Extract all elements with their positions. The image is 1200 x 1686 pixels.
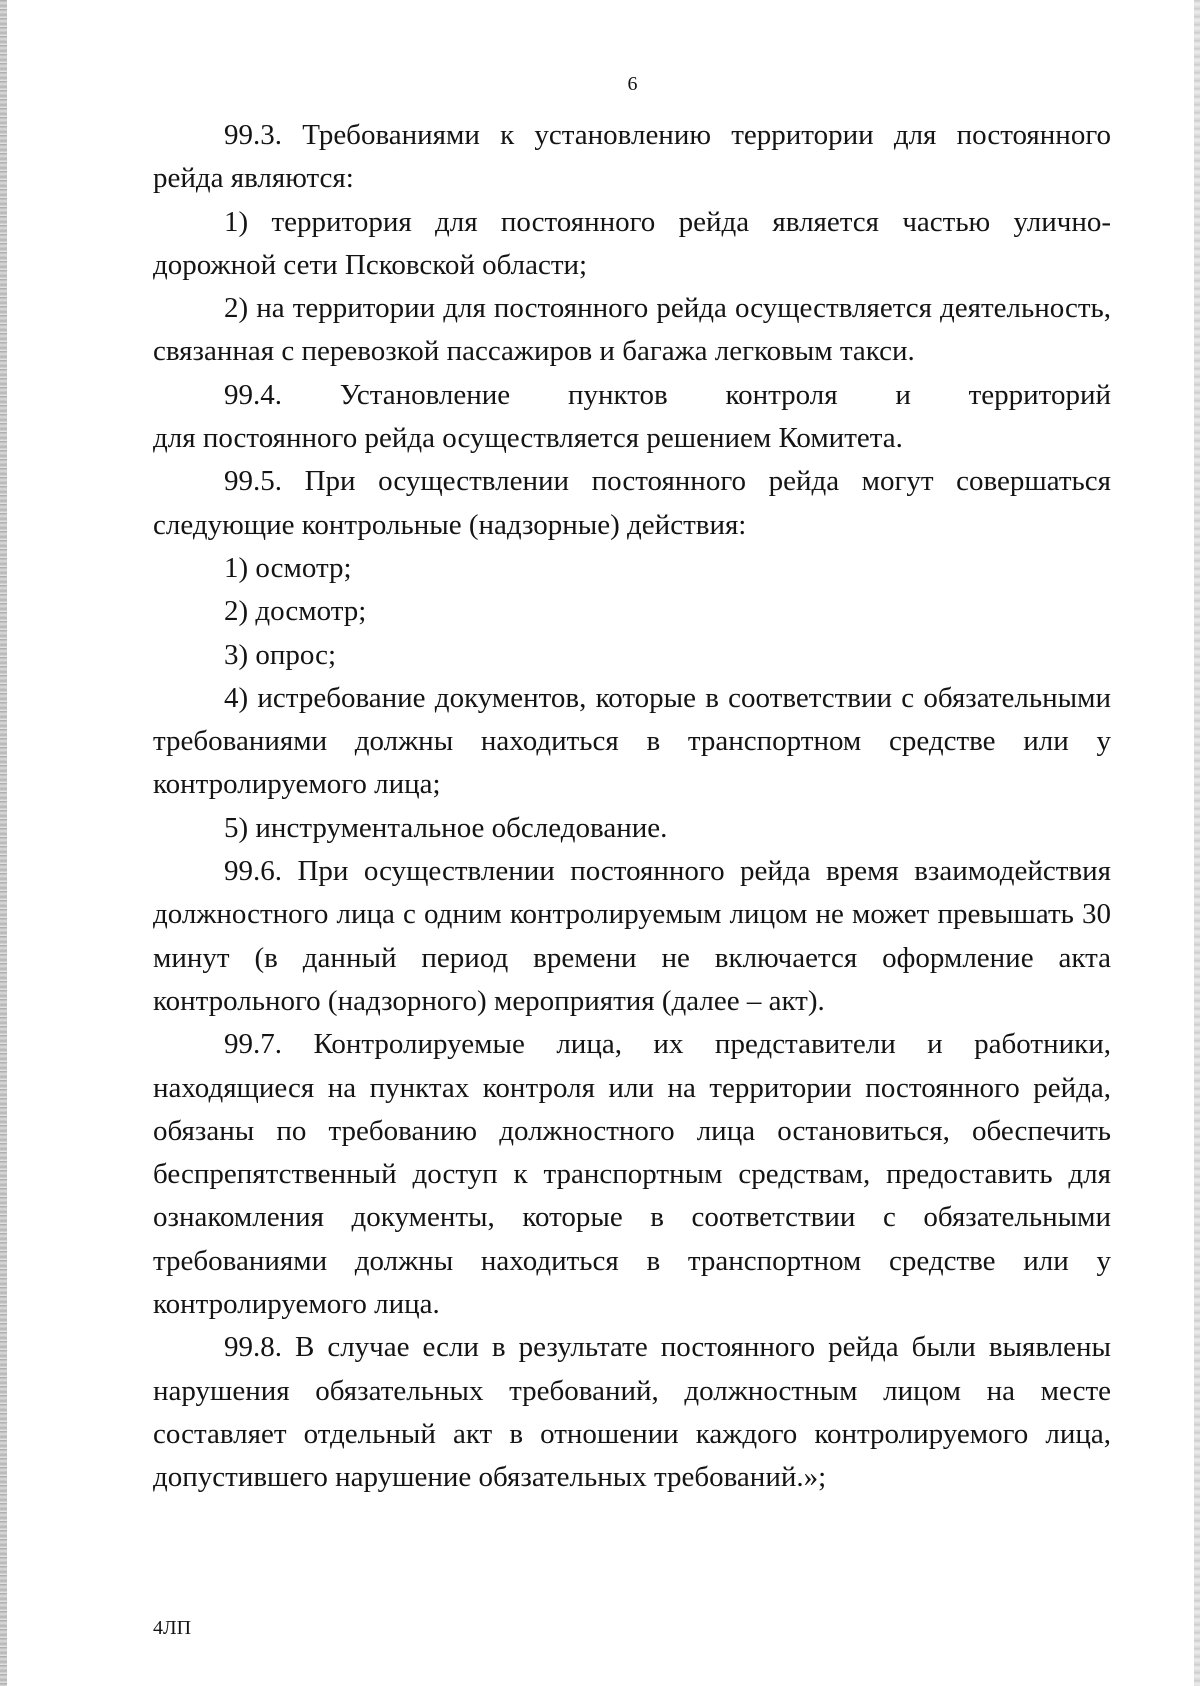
page-number: 6 (627, 73, 638, 95)
document-code: 4ЛП (153, 1617, 192, 1639)
paragraph-99-3: 99.3. Требованиями к установлению территории для постоянного рейда являются: (153, 119, 1111, 195)
list-item-99-5-4: 4) истребование документов, которые в соответствии с обязательными требованиями должны находиться в транспортном средстве или у контролируемого лица; (153, 681, 1111, 801)
list-item-99-3-1: 1) территория для постоянного рейда является частью улично-дорожной сети Псковской области; (153, 205, 1111, 281)
list-item-99-5-5: 5) инструментальное обследование. (224, 811, 668, 844)
scan-edge-right (1194, 0, 1200, 1686)
list-item-99-5-2: 2) досмотр; (224, 595, 367, 628)
paragraph-99-5: 99.5. При осуществлении постоянного рейда могут совершаться следующие контрольные (надзорные) действия: (153, 465, 1111, 541)
paragraph-99-4-line-1: 99.4. Установление пунктов контроля и территорий (224, 378, 1111, 411)
list-item-99-5-3: 3) опрос; (224, 638, 337, 671)
paragraph-99-4-line-2: для постоянного рейда осуществляется решением Комитета. (153, 422, 903, 455)
paragraph-99-6: 99.6. При осуществлении постоянного рейда время взаимодействия должностного лица с одним контролируемым лицом не может превышать 30 минут (в данный период времени не включается оформление акта контрольного (надзорного) мероприятия (далее – акт). (153, 855, 1111, 1017)
scan-edge-left (0, 0, 7, 1686)
paragraph-99-8: 99.8. В случае если в результате постоянного рейда были выявлены нарушения обязательных требований, должностным лицом на месте составляет отдельный акт в отношении каждого контролируемого лица, допустившего нарушение обязательных требований.»; (153, 1331, 1111, 1494)
list-item-99-3-2: 2) на территории для постоянного рейда осуществляется деятельность, связанная с перевозкой пассажиров и багажа легковым такси. (153, 292, 1111, 368)
paragraph-99-7: 99.7. Контролируемые лица, их представители и работники, находящиеся на пунктах контроля или на территории постоянного рейда, обязаны по требованию должностного лица остановиться, обеспечить беспрепятственный доступ к транспортным средствам, предоставить для ознакомления документы, которые в соответствии с обязательными требованиями должны находиться в транспортном средстве или у контролируемого лица. (153, 1028, 1111, 1321)
document-body (153, 114, 1111, 1500)
list-item-99-5-1: 1) осмотр; (224, 551, 352, 584)
